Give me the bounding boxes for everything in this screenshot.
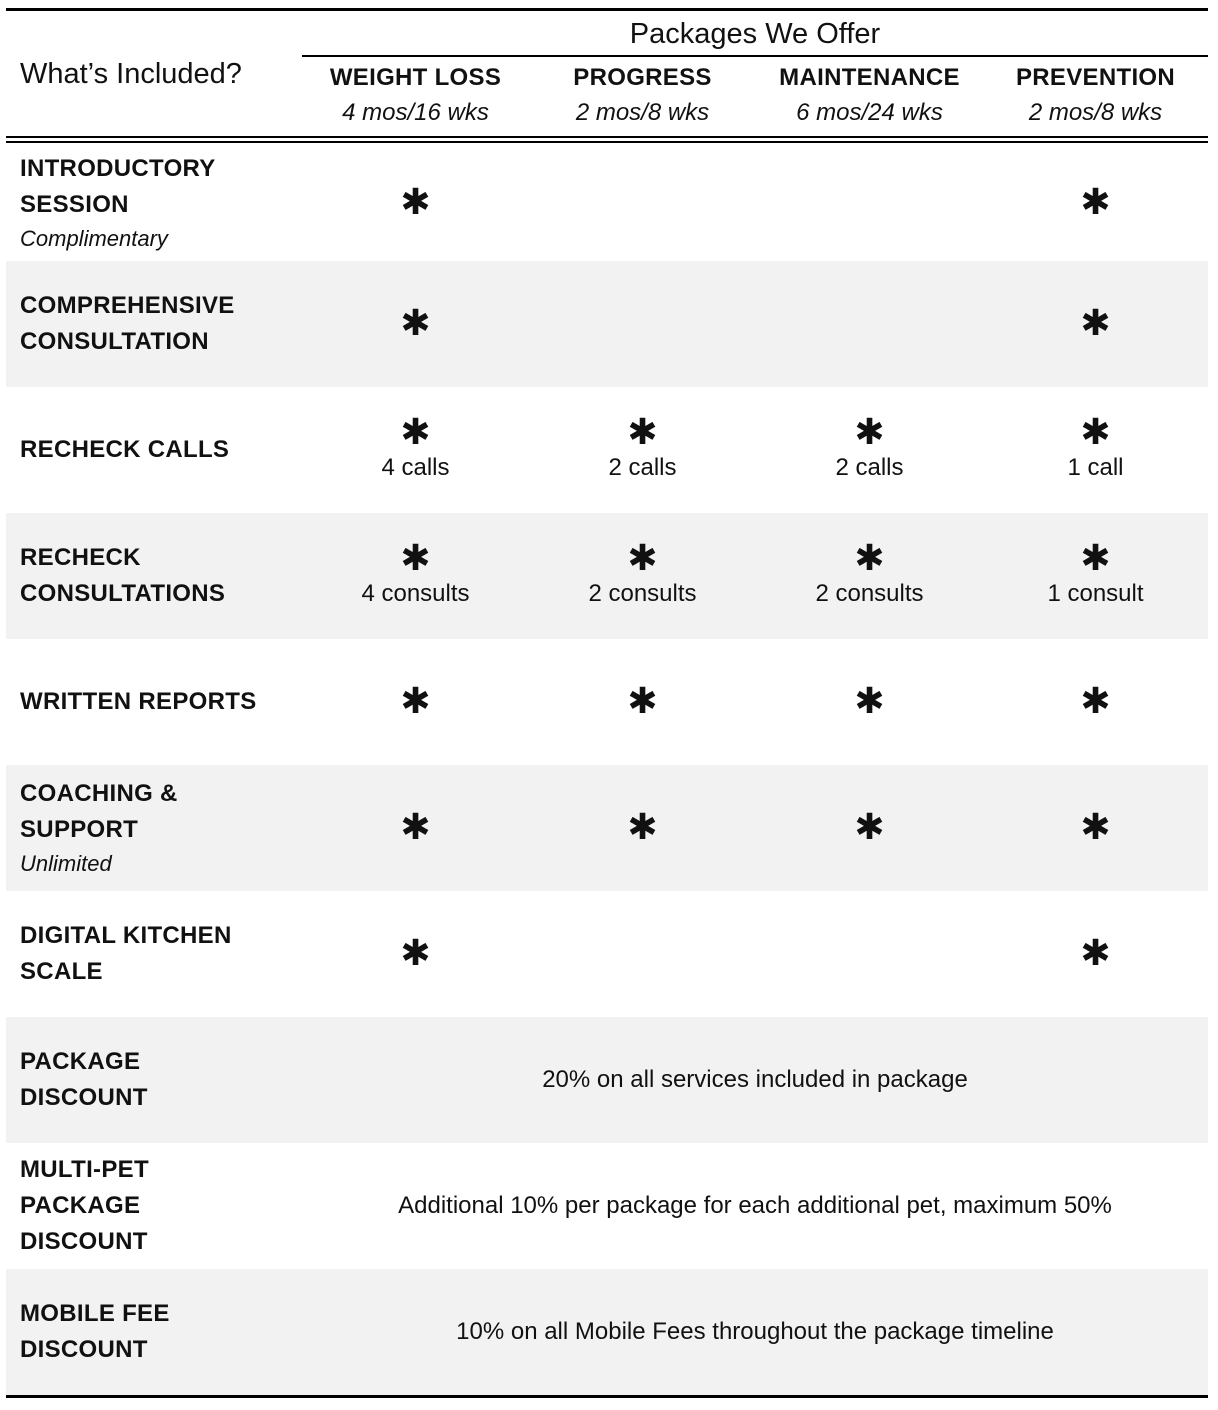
spanning-cell-text: 10% on all Mobile Fees throughout the package timeline	[456, 1318, 1054, 1345]
table-cell	[756, 891, 983, 1017]
asterisk-icon: ✱	[400, 681, 431, 722]
row-label	[20, 639, 300, 765]
table-row	[6, 891, 1208, 1017]
table-cell	[982, 387, 1209, 513]
table-cell	[529, 765, 756, 891]
table-cell	[529, 513, 756, 639]
table-cell	[756, 639, 983, 765]
table-row	[6, 765, 1208, 891]
row-label	[20, 387, 300, 513]
package-header-weight-loss	[302, 60, 529, 130]
row-title-line: SCALE	[20, 958, 103, 985]
table-cell	[529, 891, 756, 1017]
table-cell	[529, 261, 756, 387]
row-title-line: WRITTEN REPORTS	[20, 688, 257, 715]
table-cell	[756, 387, 983, 513]
row-title-line: MULTI-PET	[20, 1156, 149, 1183]
table-row	[6, 1269, 1208, 1395]
cell-note: 1 call	[1067, 454, 1124, 481]
package-name: WEIGHT LOSS	[329, 64, 502, 91]
row-title-line: RECHECK	[20, 544, 141, 571]
asterisk-icon: ✱	[400, 807, 431, 848]
asterisk-icon: ✱	[854, 681, 885, 722]
asterisk-icon: ✱	[400, 933, 431, 974]
row-title-line: PACKAGE	[20, 1048, 141, 1075]
table-cell	[982, 144, 1209, 261]
table-cell	[756, 261, 983, 387]
row-subtitle: Unlimited	[20, 851, 112, 876]
asterisk-icon: ✱	[1080, 412, 1111, 453]
row-label	[20, 1017, 300, 1143]
table-row	[6, 1017, 1208, 1143]
asterisk-icon: ✱	[400, 303, 431, 344]
table-cell	[982, 513, 1209, 639]
package-name: PREVENTION	[1015, 64, 1176, 91]
table-row	[6, 144, 1208, 261]
table-row	[6, 261, 1208, 387]
row-title-line: MOBILE FEE	[20, 1300, 170, 1327]
asterisk-icon: ✱	[854, 538, 885, 579]
table-cell	[302, 765, 529, 891]
cell-note: 2 calls	[608, 454, 677, 481]
row-label	[20, 261, 300, 387]
table-cell	[529, 639, 756, 765]
spanning-cell-text: Additional 10% per package for each additional pet, maximum 50%	[398, 1192, 1112, 1219]
asterisk-icon: ✱	[1080, 181, 1111, 223]
table-row	[6, 1143, 1208, 1269]
row-title-line: COACHING &	[20, 780, 178, 807]
asterisk-icon: ✱	[854, 807, 885, 848]
table-cell	[982, 765, 1209, 891]
table-row	[6, 639, 1208, 765]
table-cell	[529, 387, 756, 513]
cell-note: 4 calls	[381, 454, 450, 481]
table-cell	[982, 261, 1209, 387]
asterisk-icon: ✱	[1080, 303, 1111, 344]
row-label	[20, 144, 300, 261]
row-label	[20, 513, 300, 639]
cell-note: 2 consults	[815, 580, 924, 607]
asterisk-icon: ✱	[400, 412, 431, 453]
row-title-line: RECHECK CALLS	[20, 436, 230, 463]
row-label	[20, 1143, 300, 1269]
row-title-line: PACKAGE	[20, 1192, 141, 1219]
row-title-line: INTRODUCTORY	[20, 154, 216, 182]
row-title-line: DIGITAL KITCHEN	[20, 922, 232, 949]
table-cell	[756, 765, 983, 891]
package-name: MAINTENANCE	[779, 64, 960, 91]
header-rule	[6, 141, 1208, 143]
asterisk-icon: ✱	[400, 181, 431, 223]
cell-note: 2 consults	[588, 580, 697, 607]
table-cell	[302, 513, 529, 639]
cell-note: 2 calls	[835, 454, 904, 481]
asterisk-icon: ✱	[1080, 933, 1111, 974]
asterisk-icon: ✱	[627, 681, 658, 722]
packages-heading: Packages We Offer	[629, 18, 881, 50]
row-title-line: DISCOUNT	[20, 1228, 148, 1255]
asterisk-icon: ✱	[627, 807, 658, 848]
row-title-line: COMPREHENSIVE	[20, 292, 235, 319]
table-row	[6, 513, 1208, 639]
whats-included-heading: What’s Included?	[20, 58, 242, 90]
asterisk-icon: ✱	[854, 412, 885, 453]
row-title-line: SUPPORT	[20, 816, 139, 843]
asterisk-icon: ✱	[1080, 681, 1111, 722]
table-row	[6, 387, 1208, 513]
header-rule	[6, 136, 1208, 138]
table-cell	[756, 513, 983, 639]
asterisk-icon: ✱	[627, 538, 658, 579]
row-title-line: CONSULTATIONS	[20, 580, 226, 607]
cell-note: 4 consults	[361, 580, 470, 607]
asterisk-icon: ✱	[627, 412, 658, 453]
table-cell	[756, 144, 983, 261]
table-cell	[982, 639, 1209, 765]
table-cell	[529, 144, 756, 261]
bottom-rule	[6, 1395, 1208, 1398]
top-rule	[6, 8, 1208, 11]
asterisk-icon: ✱	[1080, 538, 1111, 579]
package-duration: 6 mos/24 wks	[796, 99, 943, 126]
row-title-line: DISCOUNT	[20, 1084, 148, 1111]
package-duration: 4 mos/16 wks	[342, 99, 489, 126]
packages-heading-rule	[302, 55, 1208, 57]
package-duration: 2 mos/8 wks	[575, 99, 710, 126]
table-cell	[982, 891, 1209, 1017]
package-header-maintenance	[756, 60, 983, 130]
table-cell	[302, 639, 529, 765]
package-name: PROGRESS	[573, 64, 712, 91]
row-label	[20, 765, 300, 891]
spanning-cell-text: 20% on all services included in package	[542, 1066, 968, 1093]
table-cell	[302, 387, 529, 513]
package-header-prevention	[982, 60, 1209, 130]
row-title-line: DISCOUNT	[20, 1336, 148, 1363]
row-label	[20, 1269, 300, 1395]
package-duration: 2 mos/8 wks	[1028, 99, 1163, 126]
package-header-progress	[529, 60, 756, 130]
asterisk-icon: ✱	[400, 538, 431, 579]
table-cell	[302, 144, 529, 261]
row-title-line: SESSION	[20, 190, 129, 218]
row-subtitle: Complimentary	[20, 225, 168, 251]
package-comparison-document	[6, 0, 1208, 1410]
row-label	[20, 891, 300, 1017]
cell-note: 1 consult	[1047, 580, 1144, 607]
row-title-line: CONSULTATION	[20, 328, 209, 355]
table-cell	[302, 261, 529, 387]
asterisk-icon: ✱	[1080, 807, 1111, 848]
table-cell	[302, 891, 529, 1017]
